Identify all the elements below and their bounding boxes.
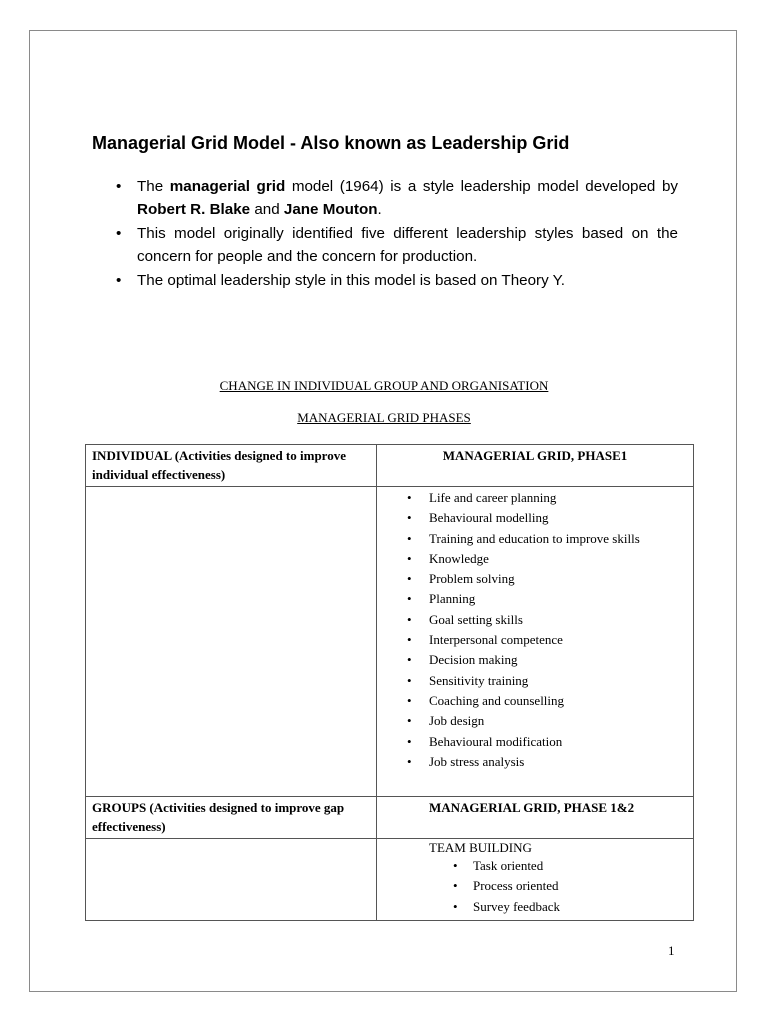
- table-cell: [377, 839, 694, 921]
- list-item: • Life and career planning: [377, 488, 688, 508]
- table-cell: [86, 445, 377, 487]
- table-row: [86, 445, 694, 487]
- table-row: [86, 797, 694, 839]
- bullet-text: The optimal leadership style in this model is based on Theory Y.: [137, 271, 566, 289]
- list-item: • Knowledge: [377, 549, 688, 569]
- list-item: • Behavioural modification: [377, 732, 688, 752]
- list-item: • Sensitivity training: [377, 671, 688, 691]
- list-item: • Behavioural modelling: [377, 508, 688, 528]
- table-cell: [86, 797, 377, 839]
- bullet-text: .: [377, 201, 382, 219]
- list-item: • Survey feedback: [377, 897, 693, 917]
- document-page: [29, 30, 737, 992]
- team-building-heading: TEAM BUILDING: [429, 840, 532, 856]
- individual-header: INDIVIDUAL (Activities designed to improve individual effectiveness): [92, 448, 346, 482]
- list-item: • Task oriented: [377, 856, 693, 876]
- intro-bullet: [116, 222, 678, 269]
- list-item: • Decision making: [377, 650, 688, 670]
- bold-text: Robert R. Blake: [137, 201, 251, 219]
- list-item: • Planning: [377, 589, 688, 609]
- bold-text: Jane Mouton: [283, 201, 378, 219]
- intro-bullet: [116, 269, 678, 292]
- list-item: • Job design: [377, 711, 688, 731]
- section-heading: CHANGE IN INDIVIDUAL GROUP AND ORGANISATION: [219, 378, 549, 393]
- bullet-text: model (1964) is a style leadership model developed by: [285, 178, 678, 195]
- bold-text: managerial grid: [169, 178, 286, 195]
- bullet-text: This model originally identified five different leadership styles based on the concern for people and the concern for production.: [137, 224, 678, 266]
- table-cell: [377, 487, 694, 797]
- table-cell: [86, 839, 377, 921]
- list-item: • Process oriented: [377, 876, 693, 896]
- table-cell: [86, 487, 377, 797]
- bullet-text: and: [250, 201, 284, 219]
- managerial-grid-table: [85, 444, 694, 921]
- list-item: • Goal setting skills: [377, 610, 688, 630]
- intro-bullet: [116, 175, 678, 222]
- list-item: • Job stress analysis: [377, 752, 688, 772]
- table-row: [86, 487, 694, 797]
- phase1-activity-list: [377, 487, 693, 796]
- phase1-header: MANAGERIAL GRID, PHASE1: [442, 448, 628, 463]
- page-title: Managerial Grid Model - Also known as Leadership Grid: [92, 133, 570, 153]
- bullet-text: The: [137, 178, 170, 195]
- team-building-list: [377, 856, 693, 920]
- table-cell: [377, 445, 694, 487]
- phase12-header: MANAGERIAL GRID, PHASE 1&2: [429, 800, 635, 816]
- page-number: 1: [668, 943, 675, 958]
- section-subheading: MANAGERIAL GRID PHASES: [297, 410, 471, 425]
- list-item: • Coaching and counselling: [377, 691, 688, 711]
- table-row: [86, 839, 694, 921]
- list-item: • Training and education to improve skills: [377, 529, 688, 549]
- groups-header: GROUPS (Activities designed to improve gap effectiveness): [92, 800, 345, 835]
- table-cell: [377, 797, 694, 839]
- list-item: • Problem solving: [377, 569, 688, 589]
- list-item: • Interpersonal competence: [377, 630, 688, 650]
- intro-bullet-list: [116, 175, 678, 292]
